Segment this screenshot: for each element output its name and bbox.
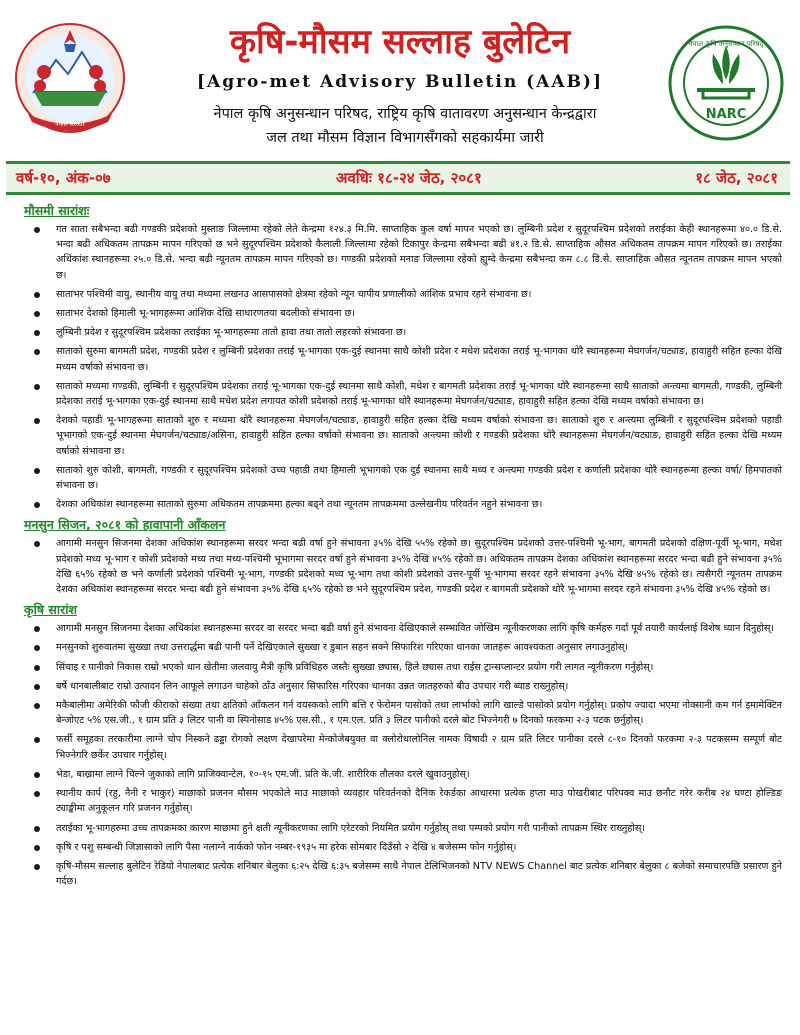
narc-ring-text: नेपाल कृषि अनुसन्धान परिषद्	[688, 40, 764, 48]
list-item	[22, 536, 782, 597]
weather-summary-list	[22, 222, 782, 512]
list-item-text: देशका अधिकांश स्थानहरूमा साताको सुरुमा अधिकतम तापक्रममा हल्का बढ्ने तथा न्यूनतम तापक्रममा उल्लेखनीय परिवर्तन नहुने संभावना छ।	[56, 499, 543, 511]
list-item	[22, 840, 782, 855]
bullet-dot-icon	[34, 684, 40, 690]
list-item-text: साताको सुरुमा बागमती प्रदेश, गण्डकी प्रदेश र लुम्बिनी प्रदेशका तराई भू-भागका एक-दुई स्थानमा साथै कोशी प्रदेश र मधेश प्रदेशका तराई भू-भागका थोरै स्थानहरूमा मेघगर्जन/चट्याङ, हावाहुरी सहित हल्का देखि मध्यम वर्षाको संभावना छ।	[56, 346, 782, 373]
issue-number: वर्ष-१०, अंक-०७	[16, 169, 111, 187]
bulletin-header	[0, 0, 800, 160]
bullet-dot-icon	[34, 541, 40, 547]
bullet-dot-icon	[34, 791, 40, 797]
list-item	[22, 497, 782, 512]
list-item-text: मनसुनको शुरुवातमा सुख्खा तथा उत्तरार्द्धमा बढी पानी पर्ने देखिएकाले सुख्खा र डुबान सहन सक्ने सिफारिश गरिएका धानका जातहरू आवश्यकता अनुसार लगाउनुहोस्।	[56, 642, 629, 654]
issue-date: १८ जेठ, २०८१	[695, 169, 778, 187]
list-item-text: मकैबालीमा अमेरिकी फौजी कीराको संख्या तथा क्षतिको आँकलन गर्न वयस्कको लागि बत्ति र फेरोमन पासोको तथा लार्भाको लागि खाल्डे पासोको प्रयोग गर्नुहोस्। प्रकोप ज्यादा भएमा नोक्सानी कम गर्न इमामेक्टिन बेन्जोएट ५% एस.जी., १ ग्राम प्रति ३ लिटर पानी वा स्पिनोसाड ४५% एस.सी., १ एम.एल. प्रति ३ लिटर पानीको दरले बोट भिज्नेगरी ७ दिनको फरकमा २-३ पटक छर्नुहोस्।	[56, 700, 782, 727]
bullet-dot-icon	[34, 864, 40, 870]
organization-line-1: नेपाल कृषि अनुसन्धान परिषद, राष्ट्रिय कृषि वातावरण अनुसन्धान केन्द्रद्वारा	[213, 106, 597, 122]
agriculture-summary-title: कृषि सारांश	[24, 602, 77, 618]
list-item	[22, 732, 782, 762]
list-item	[22, 222, 782, 283]
bullet-dot-icon	[34, 703, 40, 709]
list-item	[22, 698, 782, 728]
emblem-ring-text: नेपाल सरकार	[55, 121, 85, 128]
bullet-dot-icon	[34, 330, 40, 336]
bullet-dot-icon	[34, 845, 40, 851]
list-item-text: स्थानीय कार्प (रहु, नैनी र भाकुर) माछाको प्रजनन मौसम भएकोले माउ माछाको व्यवहार परिवर्तनको दैनिक रेकर्डका आधारमा प्रत्येक हप्ता माउ पोखरीबाट परिपक्व माउ छनौट गरेर करीब २४ घण्टा होल्डिङ ट्याङ्कीमा अनुकूलन गरि प्रजनन गर्नुहोस्।	[56, 788, 782, 815]
nepal-emblem-icon	[14, 22, 126, 134]
bullet-dot-icon	[34, 311, 40, 317]
list-item-text: कृषि र पशु सम्बन्धी जिज्ञासाको लागि पैसा नलाग्ने नार्कको फोन नम्बर-१९३५ मा हरेक सोमबार दिउँसो २ देखि ४ बजेसम्म फोन गर्नुहोस्।	[56, 841, 517, 853]
organization-line-2: जल तथा मौसम विज्ञान विभागसँगको सहकार्यमा जारी	[266, 130, 544, 146]
list-item-text: सिंचाइ र पानीको निकास राम्रो भएको धान खेतीमा जलवायु मैत्री कृषि प्रविधिहरु जस्तैः सुख्खा छ्यास, हिले छ्यास तथा राईस ट्रान्सप्लान्टर प्रयोग गरी लागत न्यूनीकरण गर्नुहोस्।	[56, 661, 654, 673]
list-item	[22, 786, 782, 816]
monsoon-outlook-list	[22, 536, 782, 597]
bullet-dot-icon	[34, 645, 40, 651]
narc-label: NARC	[705, 107, 747, 122]
bullet-dot-icon	[34, 292, 40, 298]
bullet-dot-icon	[34, 349, 40, 355]
list-item-text: लुम्बिनी प्रदेश र सुदूरपश्चिम प्रदेशका तराईका भू-भागहरूमा तातो हावा तथा तातो लहरको संभावना छ।	[56, 327, 407, 339]
bullet-dot-icon	[34, 737, 40, 743]
list-item-text: साताको मध्यमा गण्डकी, लुम्बिनी र सुदूरपश्चिम प्रदेशका तराई भू-भागका एक-दुई स्थानमा साथै कोशी, मधेश र बागमती प्रदेशका तराई भू-भागका थोरै स्थानहरूमा साथै साताको अन्त्यमा बागमती, गण्डकी, लुम्बिनी प्रदेशका तराई भू-भागका एक-दुई स्थानमा साथै मधेश प्रदेश लगायत कोशी प्रदेशको तराई भू-भागका थोरै स्थानहरूमा मेघगर्जन/चट्याङ, हावाहुरी सहित हल्का देखि मध्यम वर्षाको संभावना छ।	[56, 380, 782, 408]
list-item	[22, 859, 782, 889]
list-item-text: फर्सी समूहका तरकारीमा लाग्ने चोप निस्कने ढड्डा रोगको लक्षण देखापरेमा मेन्कोजेबयुक्त वा क्लोरोथालोनिल नामक विषादी २ ग्राम प्रति लिटर पानीका दरले ८-१० दिनको फरकमा २-३ पटकसम्म सम्पूर्ण बोट भिज्नेगरि छर्केर उपचार गर्नुहोस्।	[56, 734, 782, 761]
bullet-dot-icon	[34, 626, 40, 632]
list-item-text: भेडा, बाख्रामा लाग्ने चिल्ने जुकाको लागि प्राजिक्वान्टेल, १०-१५ एम.जी. प्रति के.जी. शारीरिक तौलका दरले खुवाउनुहोस्।	[56, 768, 470, 780]
bullet-dot-icon	[34, 502, 40, 508]
bullet-dot-icon	[34, 418, 40, 424]
list-item	[22, 306, 782, 321]
bullet-dot-icon	[34, 665, 40, 671]
issue-info-bar	[6, 161, 790, 195]
list-item-text: आगामी मनसुन सिजनमा देशका अधिकांश स्थानहरूमा सरदर भन्दा बढी वर्षा हुने संभावना ३५% देखि ५५% रहेको छ। सुदूरपश्चिम प्रदेशको उत्तर-पश्चिमी भू-भाग, बागमती प्रदेशको दक्षिण-पूर्वी भू-भाग, मधेश प्रदेशको मध्य भू-भाग र कोशी प्रदेशको मध्य तथा मध्य-पश्चिमी भूभागमा सरदर वर्षा हुने संभावना ३५% देखि ४५% रहेको छ। अधिकतम तापक्रम देशका अधिकांश स्थानहरूमा सरदर भन्दा बढी हुने संभावना ३५% देखि ६५% रहेको छ भने कर्णाली प्रदेशको पश्चिमी भू-भाग, गण्डकी प्रदेशको मध्य भू-भाग तथा कोशी प्रदेशको उत्तर-पूर्वी भू-भागमा सरदर रहने संभावना ३५% देखि ४५% रहेको छ। त्यसैगरी न्यूनतम तापक्रम देशका अधिकांश स्थानहरूमा सरदर भन्दा बढी हुने संभावना ३५% देखि ६५% रहेको छ भने सुदूरपश्चिम प्रदेश, गण्डकी प्रदेश र बागमती प्रदेशको थोरै भू-भागमा सरदर रहने संभावना ३५% देखि ४५% रहेको छ।	[56, 538, 782, 596]
bulletin-subtitle: [Agro-met Advisory Bulletin (AAB)]	[196, 72, 604, 92]
list-item	[22, 344, 782, 374]
list-item-text: बर्षे धानबालीबाट राम्रो उत्पादन लिन आफूले लगाउन चाहेको ठाँउ अनुसार सिफारिस गरिएका धानका उन्नत जातहरुको बीउ उपचार गरी ब्याड राख्नुहोस्।	[56, 680, 569, 692]
list-item	[22, 287, 782, 302]
list-item	[22, 660, 782, 675]
list-item	[22, 640, 782, 655]
monsoon-outlook-title: मनसुन सिजन, २०८१ को हावापानी आँकलन	[24, 517, 226, 533]
list-item	[22, 679, 782, 694]
list-item-text: साताभर पश्चिमी वायु, स्थानीय वायु तथा मध्यमा लखनउ आसपासको क्षेत्रमा रहेको न्यून चापीय प्रणालीको आंशिक प्रभाव रहने संभावना छ।	[56, 288, 532, 300]
list-item-text: साताको शुरु कोशी, बागमती, गण्डकी र सुदूरपश्चिम प्रदेशको उच्च पहाडी तथा हिमाली भूभागको एक दुई स्थानमा साथै मध्य र अन्त्यमा गण्डकी प्रदेश र कर्णाली प्रदेशका थोरै स्थानहरूमा हल्का वर्षा/ हिमपातको संभावना छ।	[56, 464, 782, 492]
list-item	[22, 463, 782, 493]
list-item-text: आगामी मनसुन सिजनमा देशका अधिकांश स्थानहरूमा सरदर वा सरदर भन्दा बढी वर्षा हुने संभावना देखिएकाले सम्भावित जोखिम न्यूनीकरणका लागि कृषि कर्महरु गर्दा पूर्व तयारी कार्यलाई विशेष ध्यान दिनुहोस्।	[56, 623, 774, 635]
weather-summary-title: मौसमी सारांशः	[24, 203, 90, 218]
list-item-text: कृषि-मौसम सल्लाह बुलेटिन रेडियो नेपालबाट प्रत्येक शनिबार बेलुका ६:२५ देखि ६:३५ बजेसम्म साथै नेपाल टेलिभिजनको NTV NEWS Channel बाट प्रत्येक शनिबार बेलुका ८ बजेको समाचारपछि प्रसारण हुने गर्दछ।	[56, 860, 782, 888]
bulletin-title: कृषि-मौसम सल्लाह बुलेटिन	[229, 22, 571, 62]
bullet-dot-icon	[34, 826, 40, 832]
list-item-text: देशको पहाडी भू-भागहरूमा साताको शुरु र मध्यमा थोरै स्थानहरूमा मेघगर्जन/चट्याङ, हावाहुरी सहित हल्का देखि मध्यम वर्षाको संभावना छ। साताको शुरु र अन्त्यमा लुम्बिनी र सुदूरपश्चिम प्रदेशको पहाडी भूभागको एक-दुई स्थानमा मेघगर्जन/चट्याङ/असिना, हावाहुरी सहित हल्का वर्षाको संभावना छ। साताको अन्त्यमा कोशी र गण्डकी प्रदेशका थोरै स्थानहरूमा मेघगर्जन/चट्याङ, हावाहुरी सहित हल्का देखि मध्यम वर्षाको संभावना छ।	[56, 415, 782, 457]
bullet-dot-icon	[34, 468, 40, 474]
agriculture-summary-list	[22, 621, 782, 889]
list-item	[22, 621, 782, 636]
list-item-text: गत साता सबैभन्दा बढी गण्डकी प्रदेशको मुस्ताङ जिल्लामा रहेको लेते केन्द्रमा १२४.३ मि.मि. साप्ताहिक कुल वर्षा मापन भएको छ। लुम्बिनी प्रदेश र सुदूरपश्चिम प्रदेशको तराईका केही स्थानहरूमा ४०.० डि.से. भन्दा बढी अधिकतम तापक्रम मापन गरिएको छ भने सुदूरपश्चिम प्रदेशको कैलाली जिल्लामा रहेको टिकापुर केन्द्रमा सबैभन्दा बढी ४१.२ डि.से. साप्ताहिक औसत अधिकतम तापक्रम मापन गरिएको छ। तराईका अधिकांश स्थानहरूमा २५.० डि.से. भन्दा बढी न्यूनतम तापक्रम मापन गरिएको छ। गण्डकी प्रदेशको मनाङ जिल्लामा रहेको ह्युम्दे केन्द्रमा सबैभन्दा कम ८.८ डि.से. साप्ताहिक औसत न्यूनतम तापक्रम मापन भएको छ।	[56, 224, 782, 281]
narc-logo-icon	[667, 24, 785, 142]
bulletin-content	[22, 198, 782, 893]
list-item	[22, 767, 782, 782]
list-item-text: साताभर देशको हिमाली भू-भागहरूमा आंशिक देखि साधारणतया बदलीको संभावना छ।	[56, 308, 355, 320]
bullet-dot-icon	[34, 384, 40, 390]
list-item	[22, 379, 782, 409]
bulletin-period: अवधिः १८-२४ जेठ, २०८१	[336, 169, 482, 187]
list-item	[22, 821, 782, 836]
bullet-dot-icon	[34, 227, 40, 233]
list-item	[22, 325, 782, 340]
list-item	[22, 413, 782, 459]
list-item-text: तराईका भू-भागहरुमा उच्च तापक्रमका कारण माछामा हुने क्षती न्यूनीकरणका लागि एरेटरको नियमित प्रयोग गर्नुहोस् तथा पम्पको प्रयोग गरी पानीको तापक्रम स्थिर राख्नुहोस्।	[56, 822, 645, 834]
bullet-dot-icon	[34, 772, 40, 778]
